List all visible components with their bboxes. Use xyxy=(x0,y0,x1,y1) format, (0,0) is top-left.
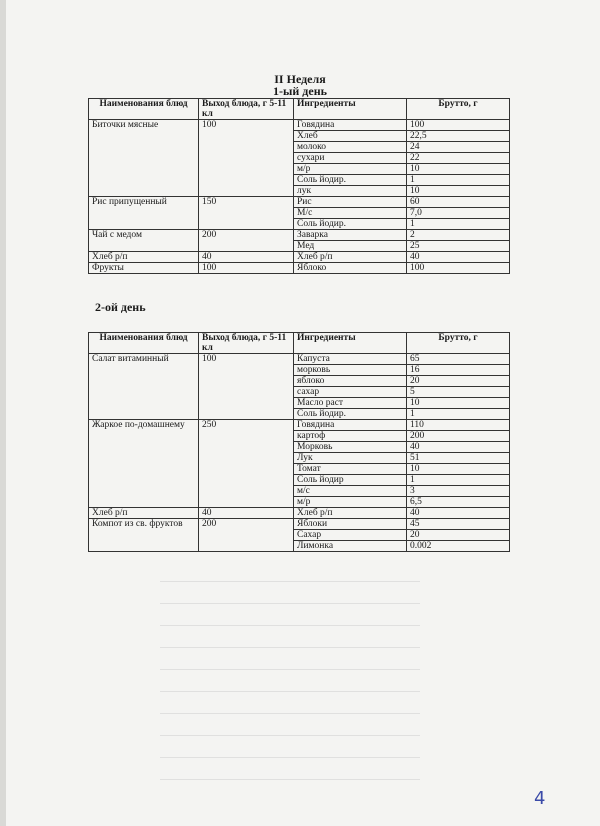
dish-yield-cell: 100 xyxy=(199,263,294,274)
gross-weight-cell: 10 xyxy=(407,186,510,197)
dish-name-cell: Компот из св. фруктов xyxy=(89,519,199,552)
day1-title: 1-ый день xyxy=(273,84,327,98)
table-header-row xyxy=(89,99,510,120)
gross-weight-cell: 45 xyxy=(407,519,510,530)
gross-weight-cell: 7,0 xyxy=(407,208,510,219)
ingredient-cell: Говядина xyxy=(294,120,407,131)
gross-weight-cell: 1 xyxy=(407,219,510,230)
ingredient-cell: Хлеб xyxy=(294,131,407,142)
gross-weight-cell: 60 xyxy=(407,197,510,208)
dish-yield-cell: 100 xyxy=(199,354,294,420)
ingredient-cell: Мед xyxy=(294,241,407,252)
ingredient-cell: Соль йодир. xyxy=(294,175,407,186)
dish-yield-cell: 200 xyxy=(199,230,294,252)
column-header-gross: Брутто, г xyxy=(407,99,510,120)
ingredient-cell: сахар xyxy=(294,387,407,398)
gross-weight-cell: 22 xyxy=(407,153,510,164)
ingredient-cell: картоф xyxy=(294,431,407,442)
dish-name-cell: Биточки мясные xyxy=(89,120,199,197)
column-header-yield: Выход блюда, г 5-11 кл xyxy=(199,333,294,354)
day2-menu-table xyxy=(88,332,510,552)
bleed-through-texture xyxy=(160,560,420,780)
dish-yield-cell: 250 xyxy=(199,420,294,508)
ingredient-cell: м/с xyxy=(294,486,407,497)
day1-menu-table xyxy=(88,98,510,274)
gross-weight-cell: 0.002 xyxy=(407,541,510,552)
gross-weight-cell: 20 xyxy=(407,376,510,387)
dish-name-cell: Рис припущенный xyxy=(89,197,199,230)
ingredient-cell: морковь xyxy=(294,365,407,376)
column-header-ingredients: Ингредиенты xyxy=(294,333,407,354)
table-row xyxy=(89,519,510,530)
day2-title: 2-ой день xyxy=(95,300,146,314)
ingredient-cell: Соль йодир. xyxy=(294,409,407,420)
gross-weight-cell: 24 xyxy=(407,142,510,153)
ingredient-cell: яблоко xyxy=(294,376,407,387)
handwritten-page-number: 4 xyxy=(534,788,546,809)
ingredient-cell: Сахар xyxy=(294,530,407,541)
column-header-gross: Брутто, г xyxy=(407,333,510,354)
table-row xyxy=(89,263,510,274)
ingredient-cell: Соль йодир xyxy=(294,475,407,486)
gross-weight-cell: 5 xyxy=(407,387,510,398)
column-header-yield: Выход блюда, г 5-11 кл xyxy=(199,99,294,120)
dish-yield-cell: 200 xyxy=(199,519,294,552)
gross-weight-cell: 22,5 xyxy=(407,131,510,142)
dish-name-cell: Чай с медом xyxy=(89,230,199,252)
table-row xyxy=(89,420,510,431)
ingredient-cell: Яблоки xyxy=(294,519,407,530)
gross-weight-cell: 110 xyxy=(407,420,510,431)
ingredient-cell: Рис xyxy=(294,197,407,208)
table-header-row xyxy=(89,333,510,354)
ingredient-cell: Заварка xyxy=(294,230,407,241)
gross-weight-cell: 200 xyxy=(407,431,510,442)
dish-name-cell: Хлеб р/п xyxy=(89,508,199,519)
ingredient-cell: Говядина xyxy=(294,420,407,431)
ingredient-cell: Томат xyxy=(294,464,407,475)
ingredient-cell: Яблоко xyxy=(294,263,407,274)
ingredient-cell: Морковь xyxy=(294,442,407,453)
gross-weight-cell: 2 xyxy=(407,230,510,241)
table-row xyxy=(89,354,510,365)
gross-weight-cell: 20 xyxy=(407,530,510,541)
dish-name-cell: Салат витаминный xyxy=(89,354,199,420)
gross-weight-cell: 16 xyxy=(407,365,510,376)
gross-weight-cell: 1 xyxy=(407,175,510,186)
ingredient-cell: м/р xyxy=(294,164,407,175)
ingredient-cell: Хлеб р/п xyxy=(294,252,407,263)
gross-weight-cell: 10 xyxy=(407,164,510,175)
dish-yield-cell: 40 xyxy=(199,508,294,519)
scan-edge xyxy=(0,0,6,826)
dish-yield-cell: 40 xyxy=(199,252,294,263)
dish-yield-cell: 150 xyxy=(199,197,294,230)
column-header-dish: Наименования блюд xyxy=(89,333,199,354)
ingredient-cell: лук xyxy=(294,186,407,197)
gross-weight-cell: 1 xyxy=(407,475,510,486)
gross-weight-cell: 40 xyxy=(407,252,510,263)
gross-weight-cell: 51 xyxy=(407,453,510,464)
table-row xyxy=(89,508,510,519)
ingredient-cell: Лук xyxy=(294,453,407,464)
dish-yield-cell: 100 xyxy=(199,120,294,197)
gross-weight-cell: 40 xyxy=(407,442,510,453)
gross-weight-cell: 1 xyxy=(407,409,510,420)
gross-weight-cell: 65 xyxy=(407,354,510,365)
ingredient-cell: молоко xyxy=(294,142,407,153)
ingredient-cell: Масло раст xyxy=(294,398,407,409)
dish-name-cell: Фрукты xyxy=(89,263,199,274)
gross-weight-cell: 6,5 xyxy=(407,497,510,508)
ingredient-cell: Соль йодир. xyxy=(294,219,407,230)
column-header-ingredients: Ингредиенты xyxy=(294,99,407,120)
ingredient-cell: Хлеб р/п xyxy=(294,508,407,519)
ingredient-cell: Капуста xyxy=(294,354,407,365)
gross-weight-cell: 10 xyxy=(407,398,510,409)
gross-weight-cell: 25 xyxy=(407,241,510,252)
table-row xyxy=(89,230,510,241)
gross-weight-cell: 10 xyxy=(407,464,510,475)
gross-weight-cell: 40 xyxy=(407,508,510,519)
ingredient-cell: сухари xyxy=(294,153,407,164)
table-row xyxy=(89,120,510,131)
dish-name-cell: Хлеб р/п xyxy=(89,252,199,263)
gross-weight-cell: 100 xyxy=(407,263,510,274)
table-row xyxy=(89,197,510,208)
ingredient-cell: М/с xyxy=(294,208,407,219)
week-title: II Неделя xyxy=(274,72,326,86)
gross-weight-cell: 100 xyxy=(407,120,510,131)
column-header-dish: Наименования блюд xyxy=(89,99,199,120)
ingredient-cell: Лимонка xyxy=(294,541,407,552)
table-row xyxy=(89,252,510,263)
gross-weight-cell: 3 xyxy=(407,486,510,497)
dish-name-cell: Жаркое по-домашнему xyxy=(89,420,199,508)
ingredient-cell: м/р xyxy=(294,497,407,508)
